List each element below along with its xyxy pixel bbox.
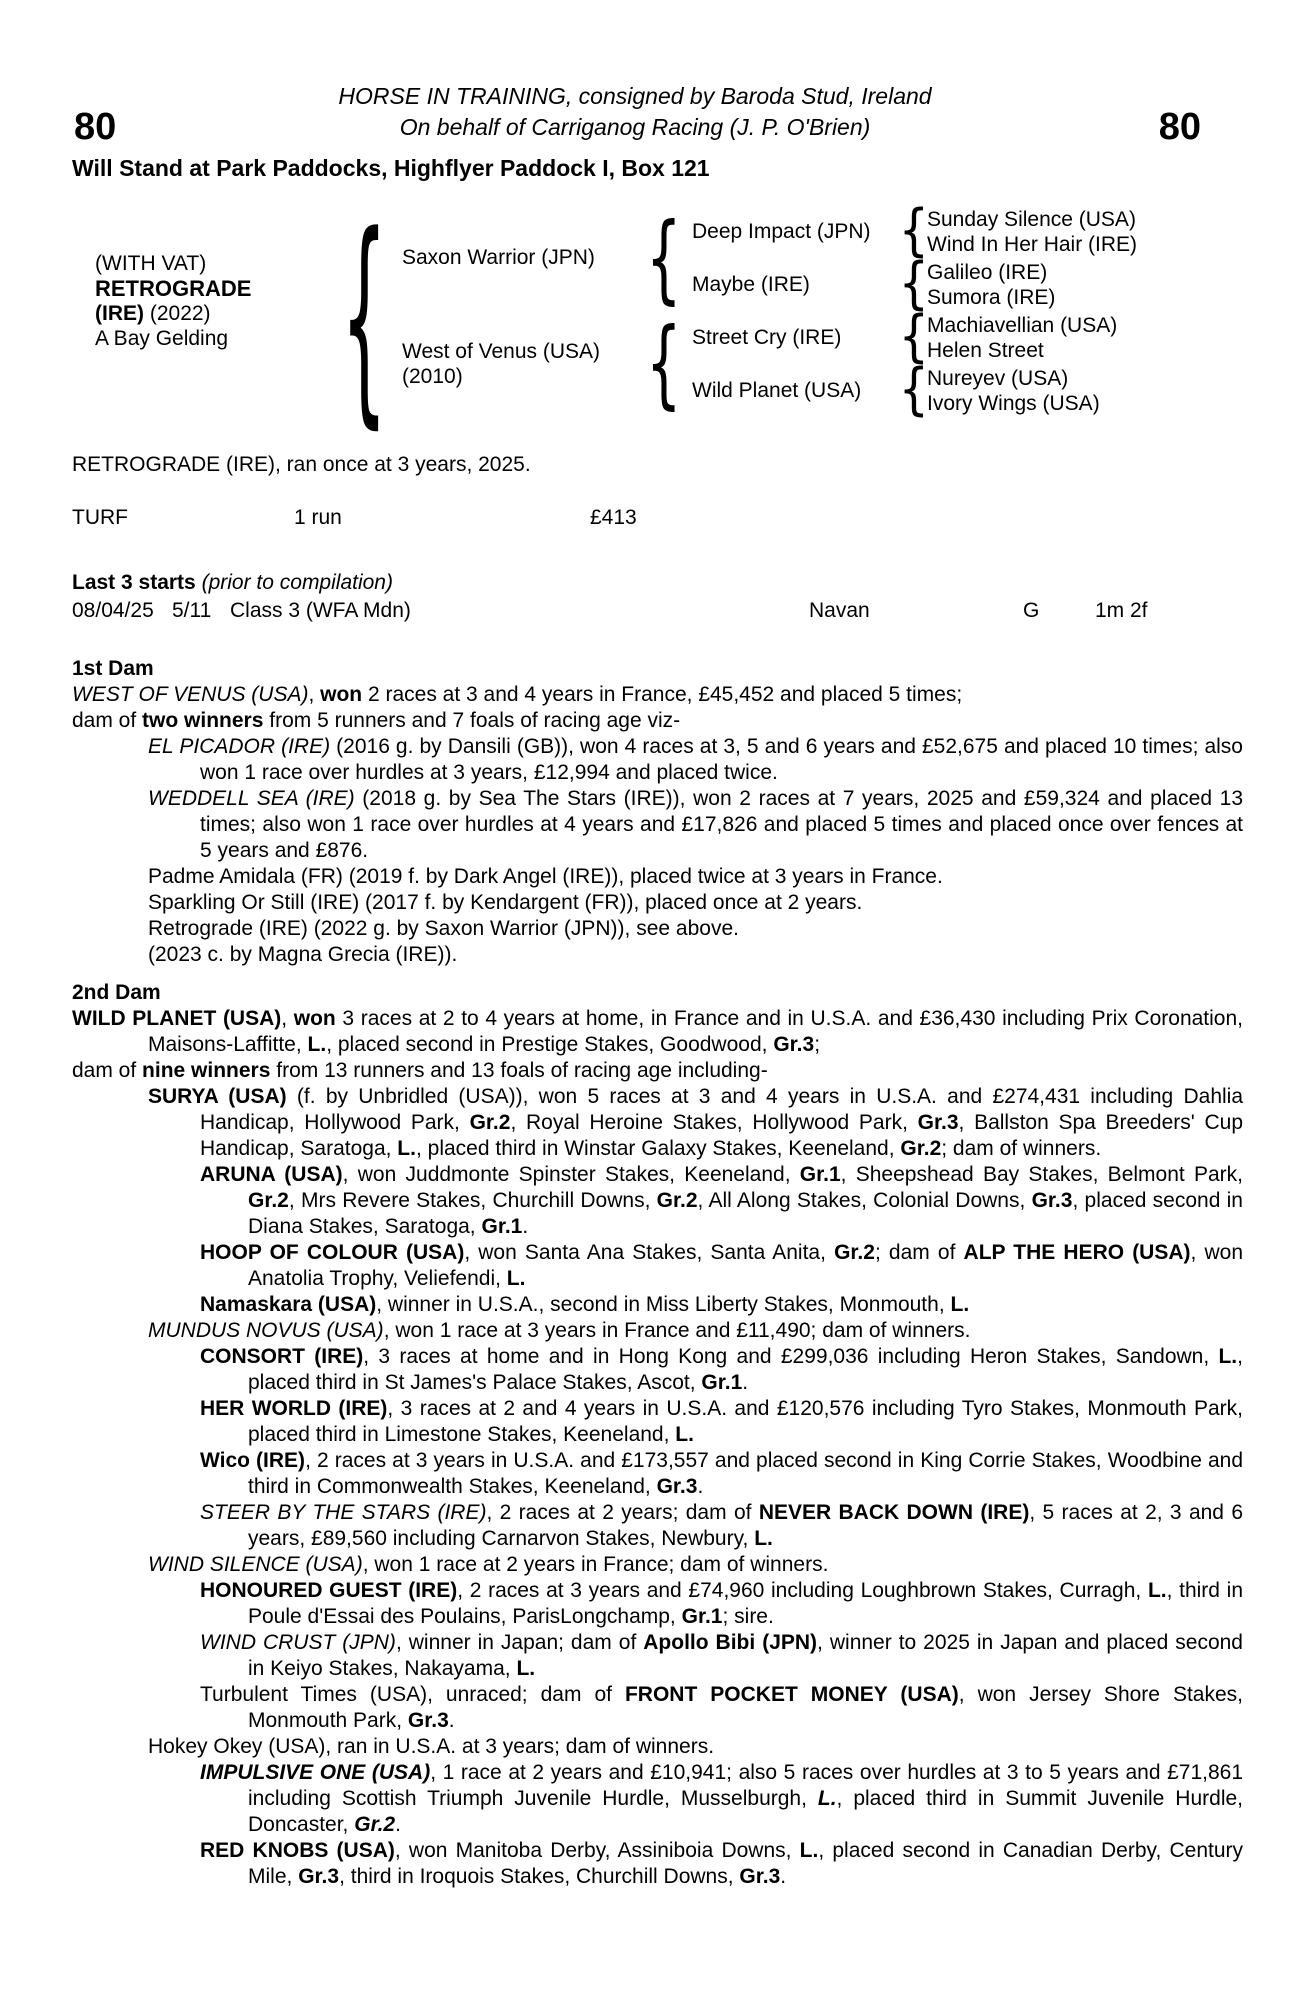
progeny-aruna: ARUNA (USA), won Juddmonte Spinster Stakes, Keeneland, Gr.1, Sheepshead Bay Stakes, Belmont Park, Gr.2, Mrs Revere Stakes, Churchill Downs, Gr.2, All Along Stakes, Colonial Downs, Gr.3, placed second in Diana Stakes, Saratoga, Gr.1. [200, 1163, 1243, 1238]
subject-block [95, 251, 251, 351]
progeny-honoured-guest: HONOURED GUEST (IRE), 2 races at 3 years and £74,960 including Loughbrown Stakes, Curragh, L., third in Poule d'Essai des Poulains, ParisLongchamp, Gr.1; sire. [200, 1579, 1243, 1628]
pedigree-gen4-2: Galileo (IRE) [927, 261, 1048, 284]
consignor-line: HORSE IN TRAINING, consigned by Baroda Stud, Ireland [338, 83, 932, 109]
lot-number-right: 80 [1158, 106, 1201, 148]
progeny-namaskara: Namaskara (USA), winner in U.S.A., second in Miss Liberty Stakes, Monmouth, L. [200, 1293, 970, 1316]
progeny-retrograde: Retrograde (IRE) (2022 g. by Saxon Warrior (JPN)), see above. [148, 917, 739, 940]
dam-brace-icon [646, 316, 682, 412]
pedigree-dam-dam: Wild Planet (USA) [692, 379, 862, 402]
pedigree-gen4-5: Helen Street [927, 339, 1044, 362]
pedigree-gen4-6: Nureyev (USA) [927, 367, 1069, 390]
pedigree-gen4-3: Sumora (IRE) [927, 286, 1056, 309]
start-date: 08/04/25 [72, 599, 154, 622]
pedigree-gen4-0: Sunday Silence (USA) [927, 208, 1136, 231]
last-starts-heading [72, 570, 1243, 596]
pedigree-gen4-4: Machiavellian (USA) [927, 314, 1118, 337]
progeny-el-picador: EL PICADOR (IRE) (2016 g. by Dansili (GB)), won 4 races at 3, 5 and 6 years and £52,675 and placed 10 times; also won 1 race over hurdles at 3 years, £12,994 and placed twice. [148, 735, 1243, 784]
last-start-row [72, 598, 1243, 624]
page-header [72, 82, 1243, 148]
on-behalf-line: On behalf of Carriganog Racing (J. P. O'Brien) [399, 114, 871, 140]
dam2-produce-line: dam of nine winners from 13 runners and 13 foals of racing age including- [72, 1059, 768, 1082]
progeny-wind-crust: WIND CRUST (JPN), winner in Japan; dam of Apollo Bibi (JPN), winner to 2025 in Japan and placed second in Keiyo Stakes, Nakayama, L. [200, 1631, 1243, 1680]
pedigree-sire: Saxon Warrior (JPN) [402, 246, 595, 269]
surface-label: TURF [72, 506, 128, 529]
progeny-hokey-okey: Hokey Okey (USA), ran in U.S.A. at 3 years; dam of winners. [148, 1735, 715, 1758]
pedigree-dam-sire: Street Cry (IRE) [692, 326, 842, 349]
race-record-summary: RETROGRADE (IRE), ran once at 3 years, 2025. [72, 453, 531, 476]
runs-count: 1 run [294, 506, 342, 529]
sire-brace-icon [646, 211, 682, 307]
gen4-brace-icon [899, 362, 929, 418]
pedigree-sire-dam: Maybe (IRE) [692, 273, 810, 296]
progeny-wind-silence: WIND SILENCE (USA), won 1 race at 2 years in France; dam of winners. [148, 1553, 829, 1576]
progeny-2023-colt: (2023 c. by Magna Grecia (IRE)). [148, 943, 458, 966]
progeny-weddell-sea: WEDDELL SEA (IRE) (2018 g. by Sea The Stars (IRE)), won 2 races at 7 years, 2025 and £59,324 and placed 13 times; also won 1 race over hurdles at 4 years and £17,826 and placed 5 times and placed once over fences at 5 years and £876. [148, 787, 1243, 862]
pedigree-gen4-1: Wind In Her Hair (IRE) [927, 233, 1138, 256]
subject-name: RETROGRADE [95, 276, 252, 301]
progeny-sparkling-or-still: Sparkling Or Still (IRE) (2017 f. by Kendargent (FR)), placed once at 2 years. [148, 891, 863, 914]
progeny-her-world: HER WORLD (IRE), 3 races at 2 and 4 years in U.S.A. and £120,576 including Tyro Stakes, Monmouth Park, placed third in Limestone Stakes, Keeneland, L. [200, 1397, 1243, 1446]
dam1-entry-west-of-venus: WEST OF VENUS (USA), won 2 races at 3 and 4 years in France, £45,452 and placed 5 times; [72, 683, 963, 706]
pedigree-brace-icon [341, 206, 387, 430]
progeny-wico: Wico (IRE), 2 races at 3 years in U.S.A. and £173,557 and placed second in King Corrie Stakes, Woodbine and third in Commonwealth Stakes, Keeneland, Gr.3. [200, 1449, 1243, 1498]
pedigree-table [72, 196, 1243, 436]
progeny-hoop-of-colour: HOOP OF COLOUR (USA), won Santa Ana Stakes, Santa Anita, Gr.2; dam of ALP THE HERO (USA), won Anatolia Trophy, Veliefendi, L. [200, 1241, 1243, 1290]
progeny-sections [72, 656, 1243, 1890]
stand-location-line: Will Stand at Park Paddocks, Highflyer Paddock I, Box 121 [72, 155, 710, 181]
subject-vat-note: (WITH VAT) [95, 252, 207, 275]
section-1st-dam: 1st Dam [72, 657, 154, 680]
last-starts-label: Last 3 starts [72, 571, 196, 594]
progeny-steer-by-the-stars: STEER BY THE STARS (IRE), 2 races at 2 years; dam of NEVER BACK DOWN (IRE), 5 races at 2, 3 and 6 years, £89,560 including Carnarvon Stakes, Newbury, L. [200, 1501, 1243, 1550]
dam1-produce-line: dam of two winners from 5 runners and 7 foals of racing age viz- [72, 709, 681, 732]
earnings-row [72, 505, 1243, 531]
start-position: 5/11 [172, 599, 212, 622]
progeny-surya: SURYA (USA) (f. by Unbridled (USA)), won 5 races at 3 and 4 years in U.S.A. and £274,431 including Dahlia Handicap, Hollywood Park, Gr.2, Royal Heroine Stakes, Hollywood Park, Gr.3, Ballston Spa Breeders' Cup Handicap, Saratoga, L., placed third in Winstar Galaxy Stakes, Keeneland, Gr.2; dam of winners. [148, 1085, 1244, 1160]
start-class: Class 3 (WFA Mdn) [230, 599, 411, 622]
start-course: Navan [809, 599, 870, 622]
progeny-consort: CONSORT (IRE), 3 races at home and in Hong Kong and £299,036 including Heron Stakes, Sandown, L., placed third in St James's Palace Stakes, Ascot, Gr.1. [200, 1345, 1243, 1394]
pedigree-dam: West of Venus (USA) (2010) [402, 340, 601, 388]
lot-number-left: 80 [74, 106, 117, 148]
start-going: G [1023, 599, 1040, 622]
progeny-turbulent-times: Turbulent Times (USA), unraced; dam of FRONT POCKET MONEY (USA), won Jersey Shore Stakes, Monmouth Park, Gr.3. [200, 1683, 1243, 1732]
progeny-mundus-novus: MUNDUS NOVUS (USA), won 1 race at 3 years in France and £11,490; dam of winners. [148, 1319, 971, 1342]
dam2-entry-wild-planet: WILD PLANET (USA), won 3 races at 2 to 4 years at home, in France and in U.S.A. and £36,430 including Prix Coronation, Maisons-Laffitte, L., placed second in Prestige Stakes, Goodwood, Gr.3; [72, 1007, 1243, 1056]
progeny-padme-amidala: Padme Amidala (FR) (2019 f. by Dark Angel (IRE)), placed twice at 3 years in France. [148, 865, 943, 888]
progeny-impulsive-one: IMPULSIVE ONE (USA), 1 race at 2 years and £10,941; also 5 races over hurdles at 3 to 5 years and £71,861 including Scottish Triumph Juvenile Hurdle, Musselburgh, L., placed third in Summit Juvenile Hurdle, Doncaster, Gr.2. [200, 1761, 1243, 1836]
pedigree-gen4-7: Ivory Wings (USA) [927, 392, 1100, 415]
last-starts-note: (prior to compilation) [201, 571, 393, 594]
earnings-value: £413 [590, 506, 637, 529]
subject-origin-year: (IRE) (2022) [95, 302, 211, 325]
section-2nd-dam: 2nd Dam [72, 981, 161, 1004]
subject-description: A Bay Gelding [95, 327, 229, 350]
start-distance: 1m 2f [1095, 599, 1148, 622]
pedigree-sire-sire: Deep Impact (JPN) [692, 220, 871, 243]
progeny-red-knobs: RED KNOBS (USA), won Manitoba Derby, Assiniboia Downs, L., placed second in Canadian Derby, Century Mile, Gr.3, third in Iroquois Stakes, Churchill Downs, Gr.3. [200, 1839, 1244, 1888]
